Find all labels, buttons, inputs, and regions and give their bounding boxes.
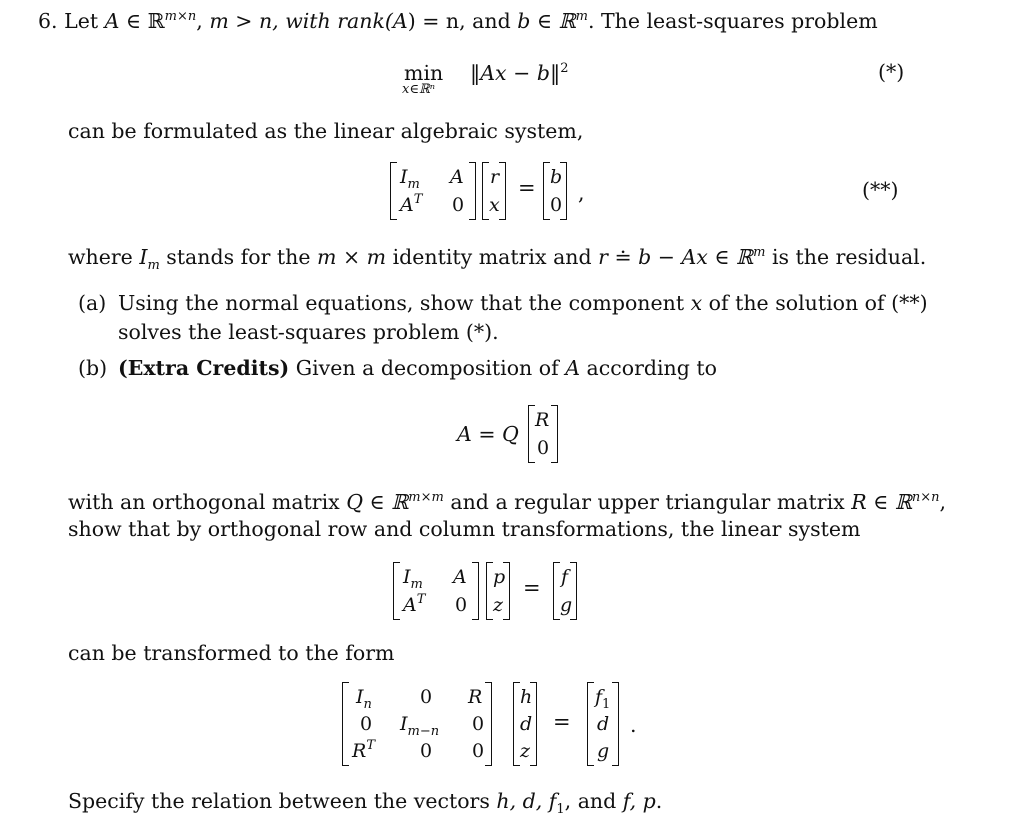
min-operator: min: [404, 61, 444, 85]
problem-number: 6.: [38, 9, 58, 33]
min-subscript: x∈ℝⁿ: [402, 82, 436, 97]
objective: ‖Ax − b‖$^2$: [470, 61, 569, 85]
part-a-line2: solves the least-squares problem (*).: [118, 320, 499, 344]
part-a-line1: Using the normal equations, show that the component x of the solution of (**): [118, 291, 928, 315]
extra-credits-label: (Extra Credits): [118, 356, 290, 380]
equation-tag-double-star: (**): [862, 178, 899, 202]
vector-f1-d-g: $f_1$ d g: [587, 682, 619, 766]
text-formulated: can be formulated as the linear algebraic system,: [68, 119, 584, 143]
qr-lhs: A = Q: [457, 422, 519, 446]
problem-page: 6. Let A ∈ ℝ$^{m\times n}$, m > n, with rank(A) = n, and b ∈ ℝ$^m$. The least-squares problem min x∈ℝⁿ ‖Ax − b‖$^2$ (*) can be formulated as the linear algebraic system, $I_m$ A $A^T$ 0 r x = b 0 , (**) where $I_m$ stands for the m × m identity matrix and r ≐ b − Ax ∈ ℝ$^m$ is the residual. (a) Using the normal equations, show that the component x of the solution of (**) solves the least-squares problem (*). (b) (Extra Credits) Given a decomposition of A according to A = Q R 0 with an orthogonal matrix Q ∈ ℝ$^{m\times m}$ and a regular upper triangular matrix R ∈ ℝ$^{n\times n}$, show that by orthogonal row and column transformations, the linear system $I_m$ A $A^T$ 0 p z = f g can be transformed to the form $I_n$ 0 R 0 $I_{m-n}$ 0 $R^T$ 0 0 h d z = $f_1$ d g . Specify the relation between the vectors h, d, $f_1$, and f, p.: [38, 9, 947, 817]
text-orthogonal: with an orthogonal matrix Q ∈ ℝ$^{m\times m}$ and a regular upper triangular matrix R ∈ ℝ$^{n\times n}$,: [68, 490, 947, 514]
vector-r-x: r x: [482, 162, 506, 220]
r-block-vector: R 0: [528, 405, 558, 463]
part-b-line: (Extra Credits) Given a decomposition of A according to: [118, 356, 717, 380]
equation-tag-star: (*): [878, 60, 905, 84]
block-matrix-3x3: $I_n$ 0 R 0 $I_{m-n}$ 0 $R^T$ 0 0: [342, 682, 492, 766]
problem-statement-line: 6. Let A ∈ ℝ$^{m\times n}$, m > n, with rank(A) = n, and b ∈ ℝ$^m$. The least-squares problem: [38, 9, 878, 33]
vector-p-z: p z: [486, 562, 510, 620]
vector-h-d-z: h d z: [513, 682, 537, 766]
text-where: where $I_m$ stands for the m × m identity matrix and r ≐ b − Ax ∈ ℝ$^m$ is the residual.: [68, 245, 927, 273]
text-transformed: can be transformed to the form: [68, 641, 395, 665]
text-specify: Specify the relation between the vectors h, d, $f_1$, and f, p.: [68, 789, 663, 817]
kkt-matrix: $I_m$ A $A^T$ 0: [390, 162, 476, 220]
kkt-matrix-2: $I_m$ A $A^T$ 0: [393, 562, 479, 620]
part-b-label: (b): [78, 356, 108, 380]
vector-f-g: f g: [553, 562, 577, 620]
text-show: show that by orthogonal row and column transformations, the linear system: [68, 517, 861, 541]
part-a-label: (a): [78, 291, 107, 315]
vector-b-0: b 0: [543, 162, 567, 220]
